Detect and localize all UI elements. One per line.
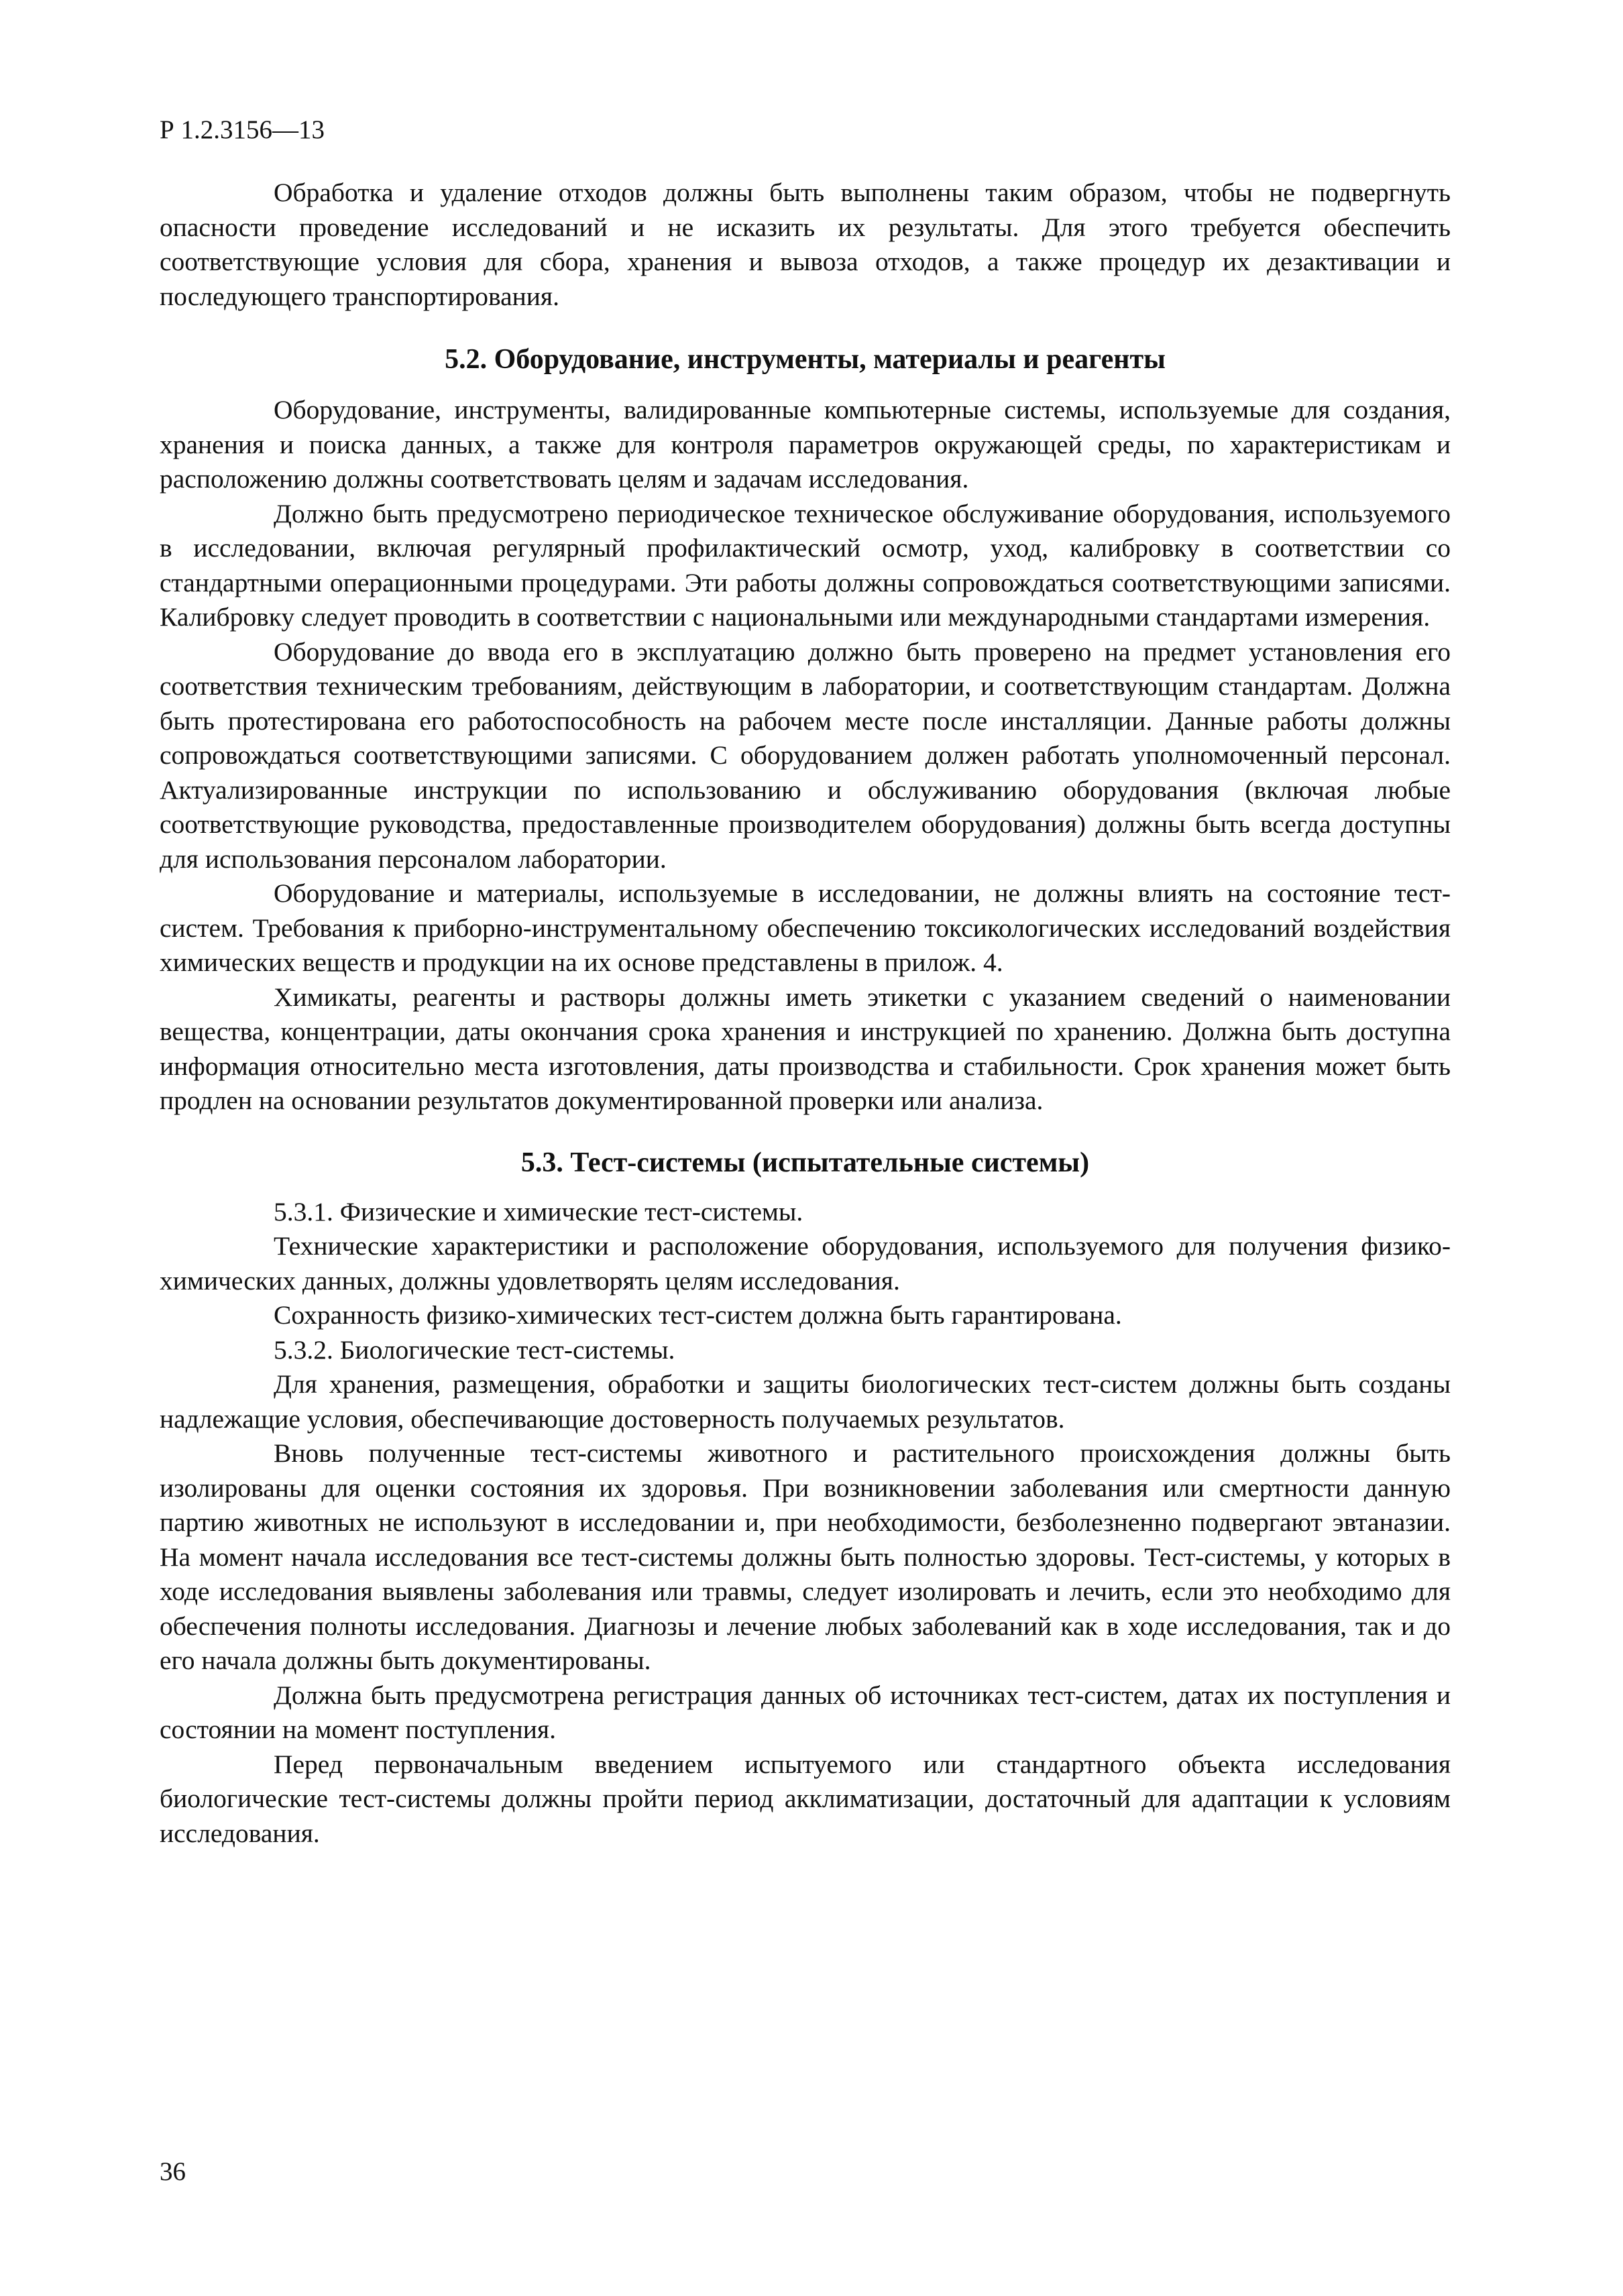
paragraph: Оборудование, инструменты, валидированные компьютерные системы, используемые для создания, хранения и поиска данных, а также для контроля параметров окружающей среды, по характеристикам и расположению должны соответствовать целям и задачам исследования. bbox=[160, 395, 1451, 494]
section-heading-5-3: 5.3. Тест-системы (испытательные системы) bbox=[520, 1147, 1090, 1178]
page-content bbox=[160, 176, 1451, 1851]
paragraph: Оборудование и материалы, используемые в исследовании, не должны влиять на состояние тест-систем. Требования к приборно-инструментальному обеспечению токсикологических исследований воздействия химических веществ и продукции на их основе представлены в прилож. 4. bbox=[160, 878, 1451, 977]
paragraph: Сохранность физико-химических тест-систем должна быть гарантирована. bbox=[274, 1300, 1122, 1330]
paragraph: Химикаты, реагенты и растворы должны иметь этикетки с указанием сведений о наименовании вещества, концентрации, даты окончания срока хранения и инструкцией по хранению. Должна быть доступна информация относительно места изготовления, даты производства и стабильности. Срок хранения может быть продлен на основании результатов документированной проверки или анализа. bbox=[160, 982, 1451, 1115]
intro-paragraph: Обработка и удаление отходов должны быть выполнены таким образом, чтобы не подвергнуть опасности проведение исследований и не исказить их результаты. Для этого требуется обеспечить соответствующие условия для сбора, хранения и вывоза отходов, а также процедур их дезактивации и последующего транспортирования. bbox=[160, 178, 1451, 311]
section-body-5-3 bbox=[160, 1195, 1451, 1851]
paragraph: Должна быть предусмотрена регистрация данных об источниках тест-систем, датах их поступления и состоянии на момент поступления. bbox=[160, 1680, 1451, 1744]
paragraph: Оборудование до ввода его в эксплуатацию должно быть проверено на предмет установления его соответствия техническим требованиям, действующим в лаборатории, и соответствующим стандартам. Должна быть протестирована его работоспособность на рабочем месте после инсталляции. Данные работы должны сопровождаться соответствующими записями. С оборудованием должен работать уполномоченный персонал. Актуализированные инструкции по использованию и обслуживанию оборудования (включая любые соответствующие руководства, предоставленные производителем оборудования) должны быть всегда доступны для использования персоналом лаборатории. bbox=[160, 636, 1451, 874]
subsection-title: 5.3.1. Физические и химические тест-системы. bbox=[274, 1196, 803, 1226]
paragraph: Должно быть предусмотрено периодическое техническое обслуживание оборудования, используемого в исследовании, включая регулярный профилактический осмотр, уход, калибровку в соответствии со стандартными операционными процедурами. Эти работы должны сопровождаться соответствующими записями. Калибровку следует проводить в соответствии с национальными или международными стандартами измерения. bbox=[160, 498, 1451, 632]
page-number: 36 bbox=[160, 2157, 186, 2186]
paragraph: Вновь полученные тест-системы животного и растительного происхождения должны быть изолированы для оценки состояния их здоровья. При возникновении заболевания или смертности данную партию животных не используют в исследовании и, при необходимости, безболезненно подвергают эвтаназии. На момент начала исследования все тест-системы должны быть полностью здоровы. Тест-системы, у которых в ходе исследования выявлены заболевания или травмы, следует изолировать и лечить, если это необходимо для обеспечения полноты исследования. Диагнозы и лечение любых заболеваний как в ходе исследования, так и до его начала должны быть документированы. bbox=[160, 1438, 1451, 1675]
paragraph: Технические характеристики и расположение оборудования, используемого для получения физико-химических данных, должны удовлетворять целям исследования. bbox=[160, 1231, 1451, 1296]
section-body-5-2 bbox=[160, 393, 1451, 1118]
section-heading-5-2: 5.2. Оборудование, инструменты, материалы и реагенты bbox=[445, 344, 1166, 375]
document-code: Р 1.2.3156—13 bbox=[160, 115, 325, 144]
subsection-title: 5.3.2. Биологические тест-системы. bbox=[274, 1334, 675, 1365]
paragraph: Для хранения, размещения, обработки и защиты биологических тест-систем должны быть созданы надлежащие условия, обеспечивающие достоверность получаемых результатов. bbox=[160, 1369, 1451, 1434]
paragraph: Перед первоначальным введением испытуемого или стандартного объекта исследования биологические тест-системы должны пройти период акклиматизации, достаточный для адаптации к условиям исследования. bbox=[160, 1749, 1451, 1848]
